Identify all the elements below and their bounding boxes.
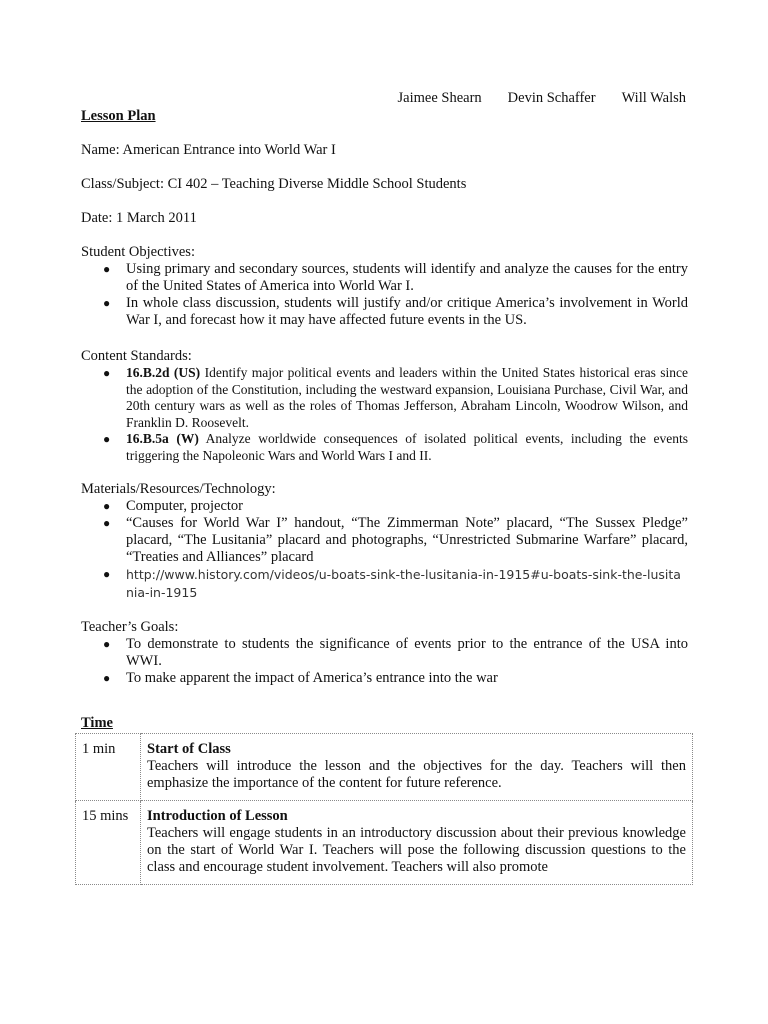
- lesson-name: Name: American Entrance into World War I: [81, 142, 336, 158]
- list-item: [81, 431, 688, 464]
- bullet-icon: ●: [103, 296, 111, 310]
- bullet-icon: ●: [103, 516, 111, 530]
- bullet-icon: ●: [103, 499, 111, 513]
- activity-description: Teachers will introduce the lesson and the objectives for the day. Teachers will then emphasize the importance of the content for future reference.: [147, 758, 686, 791]
- activity-title: Start of Class: [147, 741, 231, 757]
- bullet-icon: ●: [103, 432, 111, 446]
- objectives-heading: Student Objectives:: [81, 244, 195, 260]
- bullet-icon: ●: [103, 637, 111, 651]
- standards-heading: Content Standards:: [81, 348, 192, 364]
- standards-list: [81, 365, 688, 464]
- author-name: Will Walsh: [621, 90, 686, 106]
- lesson-date: Date: 1 March 2011: [81, 210, 197, 226]
- materials-list: [81, 498, 688, 602]
- activity-description: Teachers will engage students in an introductory discussion about their previous knowledge on the start of World War I. Teachers will pose the following discussion questions to the class and encourage student involvement. Teachers will also promote: [147, 825, 686, 875]
- bullet-icon: ●: [103, 671, 111, 685]
- time-cell: 15 mins: [76, 801, 141, 885]
- author-list: [398, 90, 687, 107]
- standard-code: 16.B.5a (W): [126, 431, 199, 446]
- goals-list: [81, 636, 688, 687]
- objectives-list: [81, 261, 688, 329]
- list-item: ● To make apparent the impact of America’s entrance into the war: [103, 670, 498, 686]
- author-name: Jaimee Shearn: [397, 90, 482, 106]
- table-row: [76, 801, 693, 885]
- bullet-icon: ●: [103, 366, 111, 380]
- bullet-icon: ●: [103, 567, 111, 581]
- activity-cell: [141, 801, 693, 885]
- activity-title: Introduction of Lesson: [147, 808, 288, 824]
- time-heading: Time: [81, 715, 113, 731]
- standard-code: 16.B.2d (US): [126, 365, 201, 380]
- standard-text: Analyze worldwide consequences of isolated political events, including the events triggering the Napoleonic Wars and World Wars I and II.: [126, 431, 689, 463]
- bullet-icon: ●: [103, 262, 111, 276]
- materials-heading: Materials/Resources/Technology:: [81, 481, 276, 497]
- list-item: ● To demonstrate to students the significance of events prior to the entrance of the USA into WWI.: [103, 636, 688, 669]
- video-link[interactable]: http://www.history.com/videos/u-boats-sink-the-lusitania-in-1915#u-boats-sink-the-lusitania-in-1915: [126, 567, 681, 600]
- standard-text: Identify major political events and leaders within the United States historical eras since the adoption of the Constitution, including the westward expansion, Louisiana Purchase, Civil War, and 20th century wars as well as the roles of Thomas Jefferson, Abraham Lincoln, Woodrow Wilson, and Franklin D. Roosevelt.: [126, 365, 689, 430]
- document-title: Lesson Plan: [81, 108, 156, 124]
- list-item: [81, 566, 688, 602]
- time-cell: 1 min: [76, 734, 141, 801]
- list-item: ● Using primary and secondary sources, students will identify and analyze the causes for the entry of the United States of America into World War I.: [103, 261, 688, 294]
- list-item: [81, 365, 688, 431]
- list-item: ● In whole class discussion, students will justify and/or critique America’s involvement in World War I, and forecast how it may have affected future events in the US.: [103, 295, 688, 328]
- author-name: Devin Schaffer: [507, 90, 596, 106]
- goals-heading: Teacher’s Goals:: [81, 619, 179, 635]
- document-body: [81, 108, 688, 885]
- class-subject: Class/Subject: CI 402 – Teaching Diverse Middle School Students: [81, 176, 467, 192]
- table-row: [76, 734, 693, 801]
- list-item: ● “Causes for World War I” handout, “The Zimmerman Note” placard, “The Sussex Pledge” placard, “The Lusitania” placard and photographs, “Unrestricted Submarine Warfare” placard, “Treaties and Alliances” placard: [103, 515, 688, 565]
- activity-cell: [141, 734, 693, 801]
- list-item: ● Computer, projector: [103, 498, 243, 514]
- schedule-table: [75, 733, 693, 885]
